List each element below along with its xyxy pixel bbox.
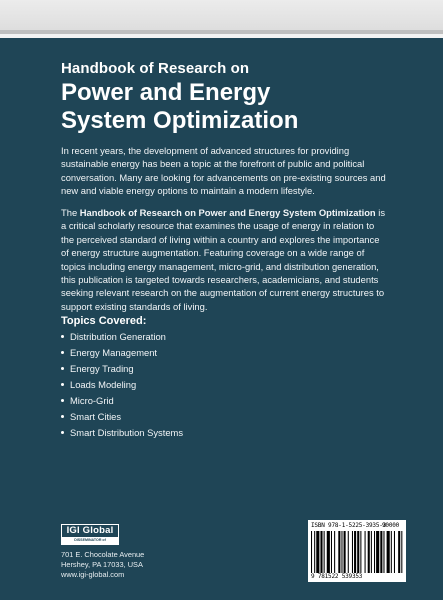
isbn-text: ISBN 978-1-5225-3935-3	[311, 522, 387, 529]
logo-tagline: DISSEMINATOR of KNOWLEDGE	[62, 537, 118, 544]
bullet-icon	[61, 335, 64, 338]
topic-item: Micro-Grid	[61, 393, 183, 409]
barcode-icon	[311, 531, 403, 573]
topics-heading: Topics Covered:	[61, 315, 147, 327]
bullet-icon	[61, 383, 64, 386]
title-line-1: Power and Energy	[61, 79, 271, 106]
publisher-website: www.igi-global.com	[61, 570, 125, 579]
bullet-icon	[61, 431, 64, 434]
topic-item: Smart Distribution Systems	[61, 425, 183, 441]
topic-item: Smart Cities	[61, 409, 183, 425]
price-code: 90000	[382, 522, 400, 529]
topic-item: Distribution Generation	[61, 329, 183, 345]
title-line-2: System Optimization	[61, 107, 299, 134]
igi-global-logo	[61, 524, 119, 549]
logo-brand: IGI Global	[66, 525, 114, 536]
paragraph-2-lead: The	[61, 207, 80, 218]
address-line-1: 701 E. Chocolate Avenue	[61, 550, 145, 559]
page-edge	[0, 30, 443, 34]
publisher-address	[61, 550, 144, 580]
paragraph-2-rest: is a critical scholarly resource that examines the usage of energy in relation to the perceived standard of living within a country and explores the importance of energy structure augmentation. Featuring coverage on a wide range of topics including energy management, micro-grid, and distribution generation, this publication is targeted towards researchers, academicians, and students seeking relevant research on the augmentation of current energy structures to support existing standards of living.	[61, 207, 386, 312]
bullet-icon	[61, 415, 64, 418]
topics-list	[61, 329, 183, 441]
barcode-box	[308, 520, 406, 582]
bullet-icon	[61, 351, 64, 354]
bullet-icon	[61, 399, 64, 402]
back-cover	[0, 38, 443, 600]
address-line-2: Hershey, PA 17033, USA	[61, 560, 143, 569]
topic-item: Energy Trading	[61, 361, 183, 377]
book-title	[61, 79, 298, 135]
description-paragraph-1: In recent years, the development of advanced structures for providing sustainable energy has been a topic at the forefront of public and political conversation. Many are looking for advancements on pre-existing sources and new and viable energy options to maintain a modern lifestyle.	[61, 145, 386, 197]
paragraph-2-book-title: Handbook of Research on Power and Energy System Optimization	[79, 207, 376, 218]
topic-item: Energy Management	[61, 345, 183, 361]
series-line: Handbook of Research on	[61, 60, 250, 77]
top-page-strip	[0, 0, 443, 34]
barcode-digits: 9 781522 539353	[311, 573, 363, 580]
description-paragraph-2	[61, 206, 386, 313]
bullet-icon	[61, 367, 64, 370]
topic-item: Loads Modeling	[61, 377, 183, 393]
